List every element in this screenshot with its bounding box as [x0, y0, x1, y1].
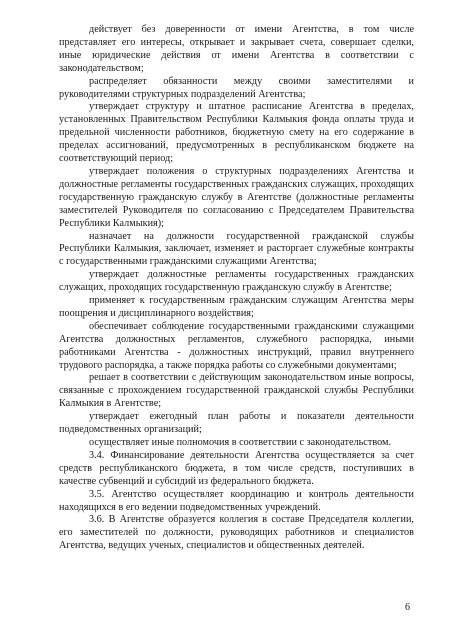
paragraph-approves-job-regulations: утверждает должностные регламенты государственных гражданских служащих, проходящих государственную гражданскую службу в Агентстве;: [59, 269, 414, 294]
paragraph-ensures-compliance: обеспечивает соблюдение государственными гражданскими служащими Агентства должностных регламентов, служебного распорядка, иными работниками Агентства - должностных инструкций, правил внутреннего трудового распорядка, а также порядка работы со служебными документами;: [59, 320, 414, 371]
paragraph-3-5-coordination: 3.5. Агентство осуществляет координацию и контроль деятельности находящихся в его ведении подведомственных учреждений.: [59, 488, 414, 513]
paragraph-distributes-duties: распределяет обязанности между своими заместителями и руководителями структурных подразделений Агентства;: [59, 75, 414, 100]
paragraph-other-powers: осуществляет иные полномочия в соответствии с законодательством.: [89, 437, 392, 448]
paragraph-acts-without-power-of-attorney: действует без доверенности от имени Агентства, в том числе представляет его интересы, открывает и закрывает счета, совершает сделки, иные юридические действия от имени Агентства в соответствии с законодательством;: [59, 24, 414, 74]
paragraph-approves-regulations: утверждает положения о структурных подразделениях Агентства и должностные регламенты государственных гражданских служащих, проходящих государственную гражданскую службу в Агентстве (должностные регламенты заместителей Руководителя по согласованию с Председателем Правительства Республики Калмыкия);: [59, 165, 414, 229]
paragraph-3-4-financing: 3.4. Финансирование деятельности Агентства осуществляется за счет средств республиканского бюджета, в том числе средств, поступивших в качестве субвенций и субсидий из федерального бюджета.: [59, 449, 414, 487]
document-page: [59, 24, 414, 553]
paragraph-approves-annual-plan: утверждает ежегодный план работы и показатели деятельности подведомственных организаций;: [59, 411, 414, 436]
paragraph-3-6-collegium: 3.6. В Агентстве образуется коллегия в составе Председателя коллегии, его заместителей по должности, руководящих работников и специалистов Агентства, ведущих ученых, специалистов и общественных деятелей.: [59, 514, 414, 552]
paragraph-applies-incentives: применяет к государственным гражданским служащим Агентства меры поощрения и дисциплинарного воздействия;: [59, 295, 414, 319]
paragraph-appoints-to-positions: назначает на должности государственной гражданской службы Республики Калмыкия, заключает, изменяет и расторгает служебные контракты с государственными гражданскими служащими Агентства;: [59, 230, 414, 268]
paragraph-approves-structure-and-staff: утверждает структуру и штатное расписание Агентства в пределах, установленных Правительством Республики Калмыкия фонда оплаты труда и предельной численности работников, бюджетную смету на его содержание в пределах ассигнований, предусмотренных в республиканском бюджете на соответствующий период;: [59, 101, 414, 165]
paragraph-resolves-issues: решает в соответствии с действующим законодательством иные вопросы, связанные с прохождением государственной гражданской службы Республики Калмыкия в Агентстве;: [59, 372, 414, 410]
page-number: 6: [405, 602, 410, 613]
